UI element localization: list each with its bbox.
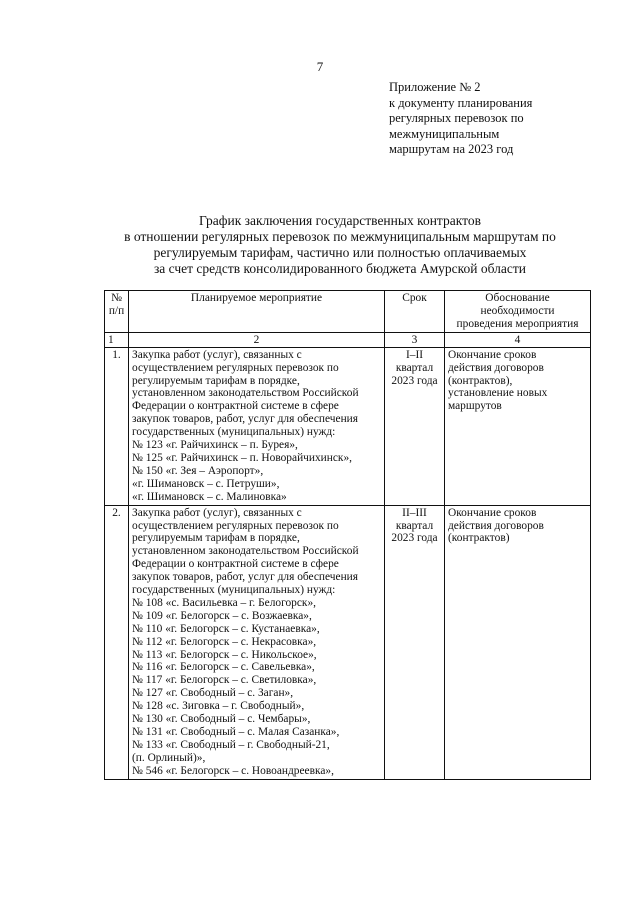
row-number: 1.	[105, 347, 129, 505]
row-reason: Окончание сроков действия договоров (контрактов), установление новых маршрутов	[445, 347, 591, 505]
row-event: Закупка работ (услуг), связанных с осуществлением регулярных перевозок по регулируемым тарифам в порядке, установленном законодательством Российской Федерации о контрактной системе в сфере закупок товаров, работ, услуг для обеспечения государственных (муниципальных) нужд: № 108 «с. Васильевка – г. Белогорск», № 109 «г. Белогорск – с. Возжаевка», № 110 «г. Белогорск – с. Кустанаевка», № 112 «г. Белогорск – с. Некрасовка», № 113 «г. Белогорск – с. Никольское», № 116 «г. Белогорск – с. Савельевка», № 117 «г. Белогорск – с. Светиловка», № 127 «г. Свободный – с. Заган», № 128 «с. Зиговка – г. Свободный», № 130 «г. Свободный – с. Чембары», № 131 «г. Свободный – с. Малая Сазанка», № 133 «г. Свободный – г. Свободный-21, (п. Орлиный)», № 546 «г. Белогорск – с. Новоандреевка»,	[129, 505, 385, 779]
title-line: регулируемым тарифам, частично или полностью оплачиваемых	[153, 245, 527, 260]
appendix-line: регулярных перевозок по	[389, 111, 524, 125]
header-num: № п/п	[105, 291, 129, 333]
row-term: I–II квартал 2023 года	[385, 347, 445, 505]
appendix-block	[389, 80, 619, 158]
appendix-line: межмуниципальным	[389, 126, 500, 141]
title-line: в отношении регулярных перевозок по межмуниципальным маршрутам по	[124, 229, 556, 244]
title-line: График заключения государственных контрактов	[199, 213, 481, 228]
document-title	[60, 213, 620, 277]
column-index: 4	[445, 332, 591, 347]
column-index: 3	[385, 332, 445, 347]
appendix-line: Приложение № 2	[389, 80, 481, 94]
table-row	[105, 347, 591, 505]
header-event: Планируемое мероприятие	[129, 291, 385, 333]
column-index: 2	[129, 332, 385, 347]
column-index: 1	[105, 332, 129, 347]
appendix-line: маршрутам на 2023 год	[389, 142, 514, 156]
page-number: 7	[316, 59, 324, 74]
column-index-row	[105, 332, 591, 347]
row-reason: Окончание сроков действия договоров (контрактов)	[445, 505, 591, 779]
header-reason: Обоснование необходимости проведения мероприятия	[445, 291, 591, 333]
row-event: Закупка работ (услуг), связанных с осуществлением регулярных перевозок по регулируемым тарифам в порядке, установленном законодательством Российской Федерации о контрактной системе в сфере закупок товаров, работ, услуг для обеспечения государственных (муниципальных) нужд: № 123 «г. Райчихинск – п. Бурея», № 125 «г. Райчихинск – п. Новорайчихинск», № 150 «г. Зея – Аэропорт», «г. Шимановск – с. Петруши», «г. Шимановск – с. Малиновка»	[129, 347, 385, 505]
appendix-line: к документу планирования	[389, 95, 533, 110]
table-header-row	[105, 291, 591, 333]
title-line: за счет средств консолидированного бюджета Амурской области	[153, 261, 527, 276]
row-number: 2.	[105, 505, 129, 779]
contracts-table	[104, 290, 591, 780]
header-term: Срок	[385, 291, 445, 333]
row-term: II–III квартал 2023 года	[385, 505, 445, 779]
table-row	[105, 505, 591, 779]
